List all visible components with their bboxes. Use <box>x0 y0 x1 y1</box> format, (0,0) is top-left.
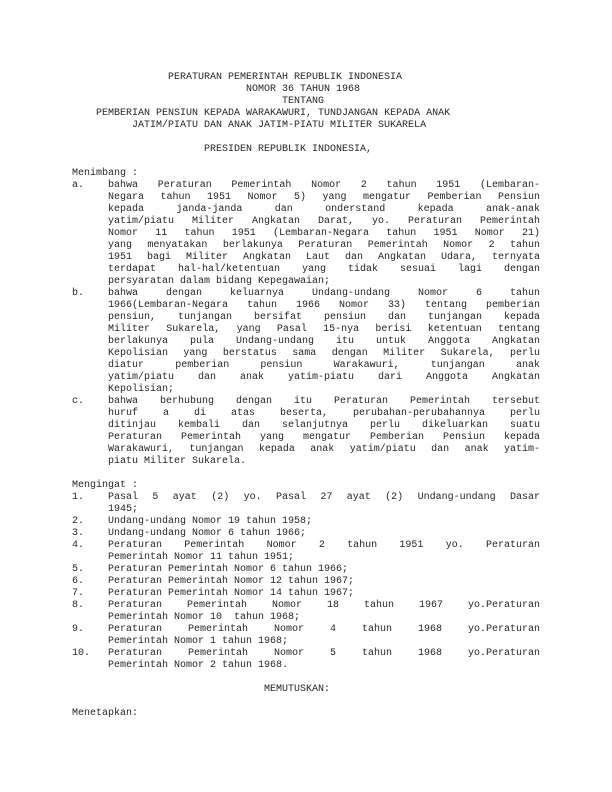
blank-line <box>72 468 540 480</box>
text-line: Warakawuri, tunjangan kepada anak yatim/piatu dan anak yatim- <box>108 444 540 455</box>
text-line: Undang-undang Nomor 19 tahun 1958; <box>108 516 313 527</box>
list-item-label: 7. <box>72 588 85 599</box>
text-line: diatur pemberian pensiun Warakawuri, tunjangan anak <box>108 360 540 371</box>
text-line: Pasal 5 ayat (2) yo. Pasal 27 ayat (2) Undang-undang Dasar <box>108 492 540 503</box>
text-line: Peraturan Pemerintah yang mengatur Pemberian Pensiun kepada <box>108 432 540 443</box>
list-item-body <box>108 516 540 528</box>
list-item <box>72 576 540 588</box>
list-item-label: a. <box>72 180 85 191</box>
list-item-body <box>108 288 540 396</box>
list-item-body <box>108 648 540 672</box>
list-item-body <box>108 588 540 600</box>
list-item-label: 2. <box>72 516 85 527</box>
list-item-body <box>108 528 540 540</box>
text-line: Kepolisian yang berstatus sama dengan Militer Sukarela, perlu <box>108 348 540 359</box>
list-item <box>72 588 540 600</box>
text-line: huruf a di atas beserta, perubahan-perubahannya perlu <box>108 408 540 419</box>
text-line: Peraturan Pemerintah Nomor 5 tahun 1968 yo.Peraturan <box>108 648 540 659</box>
memutuskan-heading: MEMUTUSKAN: <box>72 684 331 695</box>
text-line: persyaratan dalam bidang Kepegawaian; <box>108 276 331 287</box>
text-line: Peraturan Pemerintah Nomor 12 tahun 1967; <box>108 576 355 587</box>
text-line: Undang-undang Nomor 6 tahun 1966; <box>108 528 307 539</box>
text-line: bahwa Peraturan Pemerintah Nomor 2 tahun 1951 (Lembaran- <box>108 180 540 191</box>
list-item <box>72 648 540 672</box>
text-line: NOMOR 36 TAHUN 1968 <box>72 84 361 95</box>
list-item-label: 1. <box>72 492 85 503</box>
text-line: Pemerintah Nomor 11 tahun 1951; <box>108 552 295 563</box>
text-line: TENTANG <box>72 96 325 107</box>
list-item-label: 8. <box>72 600 85 611</box>
text-line: Pemerintah Nomor 1 tahun 1968; <box>108 636 289 647</box>
list-item-label: 3. <box>72 528 85 539</box>
text-line: Negara tahun 1951 Nomor 5) yang mengatur Pemberian Pensiun <box>108 192 540 203</box>
text-line: yatim/piatu dan anak yatim-piatu dari Anggota Angkatan <box>108 372 540 383</box>
list-item-body <box>108 564 540 576</box>
list-item-body <box>108 600 540 624</box>
list-item-label: 10. <box>72 648 91 659</box>
text-line: Pemerintah Nomor 2 tahun 1968. <box>108 660 289 671</box>
list-item <box>72 180 540 288</box>
list-item <box>72 288 540 396</box>
text-line: Peraturan Pemerintah Nomor 4 tahun 1968 yo.Peraturan <box>108 624 540 635</box>
text-line: Militer Sukarela, yang Pasal 15-nya berisi ketentuan tentang <box>108 324 540 335</box>
list-item-label: 4. <box>72 540 85 551</box>
text-line: pensiun, tunjangan bersifat pensiun dan tunjangan kepada <box>108 312 540 323</box>
blank-line <box>72 672 540 684</box>
list-item <box>72 492 540 516</box>
text-line: PEMBERIAN PENSIUN KEPADA WARAKAWURI, TUNDJANGAN KEPADA ANAK <box>72 108 451 119</box>
text-line: bahwa dengan keluarnya Undang-undang Nomor 6 tahun <box>108 288 540 299</box>
document-title <box>72 72 540 132</box>
list-item-body <box>108 180 540 288</box>
document-subtitle: PRESIDEN REPUBLIK INDONESIA, <box>72 144 373 155</box>
text-line: PERATURAN PEMERINTAH REPUBLIK INDONESIA <box>72 72 403 83</box>
text-line: bahwa berhubung dengan itu Peraturan Pemerintah tersebut <box>108 396 540 407</box>
text-line: Peraturan Pemerintah Nomor 2 tahun 1951 yo. Peraturan <box>108 540 540 551</box>
mengingat-list <box>72 492 540 672</box>
text-line: terdapat hal-hal/ketentuan yang tidak sesuai lagi dengan <box>108 264 540 275</box>
text-line: yatim/piatu Militer Angkatan Darat, yo. Peraturan Pemerintah <box>108 216 540 227</box>
list-item-label: 5. <box>72 564 85 575</box>
text-line: JATIM/PIATU DAN ANAK JATIM-PIATU MILITER SUKARELA <box>72 120 427 131</box>
list-item <box>72 564 540 576</box>
list-item-body <box>108 576 540 588</box>
text-line: berlakunya pula Undang-undang itu untuk Anggota Angkatan <box>108 336 540 347</box>
text-line: Nomor 11 tahun 1951 (Lembaran-Negara tahun 1951 Nomor 21) <box>108 228 540 239</box>
list-item-body <box>108 540 540 564</box>
text-line: 1966(Lembaran-Negara tahun 1966 Nomor 33) tentang pemberian <box>108 300 540 311</box>
list-item-label: c. <box>72 396 85 407</box>
list-item <box>72 396 540 468</box>
text-line: ditinjau kembali dan selanjutnya perlu dikeluarkan suatu <box>108 420 540 431</box>
text-line: 1945; <box>108 504 139 515</box>
blank-line <box>72 132 540 144</box>
text-line: Kepolisian; <box>108 384 175 395</box>
list-item <box>72 624 540 648</box>
text-line: Peraturan Pemerintah Nomor 6 tahun 1966; <box>108 564 349 575</box>
list-item <box>72 528 540 540</box>
blank-line <box>72 156 540 168</box>
mengingat-heading: Mengingat : <box>72 480 139 491</box>
text-line: 1951 bagi Militer Angkatan Laut dan Angkatan Udara, ternyata <box>108 252 540 263</box>
text-line: kepada janda-janda dan onderstand kepada anak-anak <box>108 204 540 215</box>
text-line: Pemerintah Nomor 10 tahun 1968; <box>108 612 301 623</box>
text-line: Peraturan Pemerintah Nomor 18 tahun 1967 yo.Peraturan <box>108 600 540 611</box>
list-item <box>72 516 540 528</box>
menimbang-heading: Menimbang : <box>72 168 139 179</box>
list-item-label: 9. <box>72 624 85 635</box>
text-line: Peraturan Pemerintah Nomor 14 tahun 1967; <box>108 588 355 599</box>
text-line: piatu Militer Sukarela. <box>108 456 247 467</box>
text-line: yang menyatakan berlakunya Peraturan Pemerintah Nomor 2 tahun <box>108 240 540 251</box>
menimbang-list <box>72 180 540 468</box>
list-item-label: 6. <box>72 576 85 587</box>
list-item <box>72 600 540 624</box>
list-item <box>72 540 540 564</box>
list-item-label: b. <box>72 288 85 299</box>
list-item-body <box>108 396 540 468</box>
blank-line <box>72 696 540 708</box>
list-item-body <box>108 492 540 516</box>
list-item-body <box>108 624 540 648</box>
menetapkan-label: Menetapkan: <box>72 708 139 719</box>
